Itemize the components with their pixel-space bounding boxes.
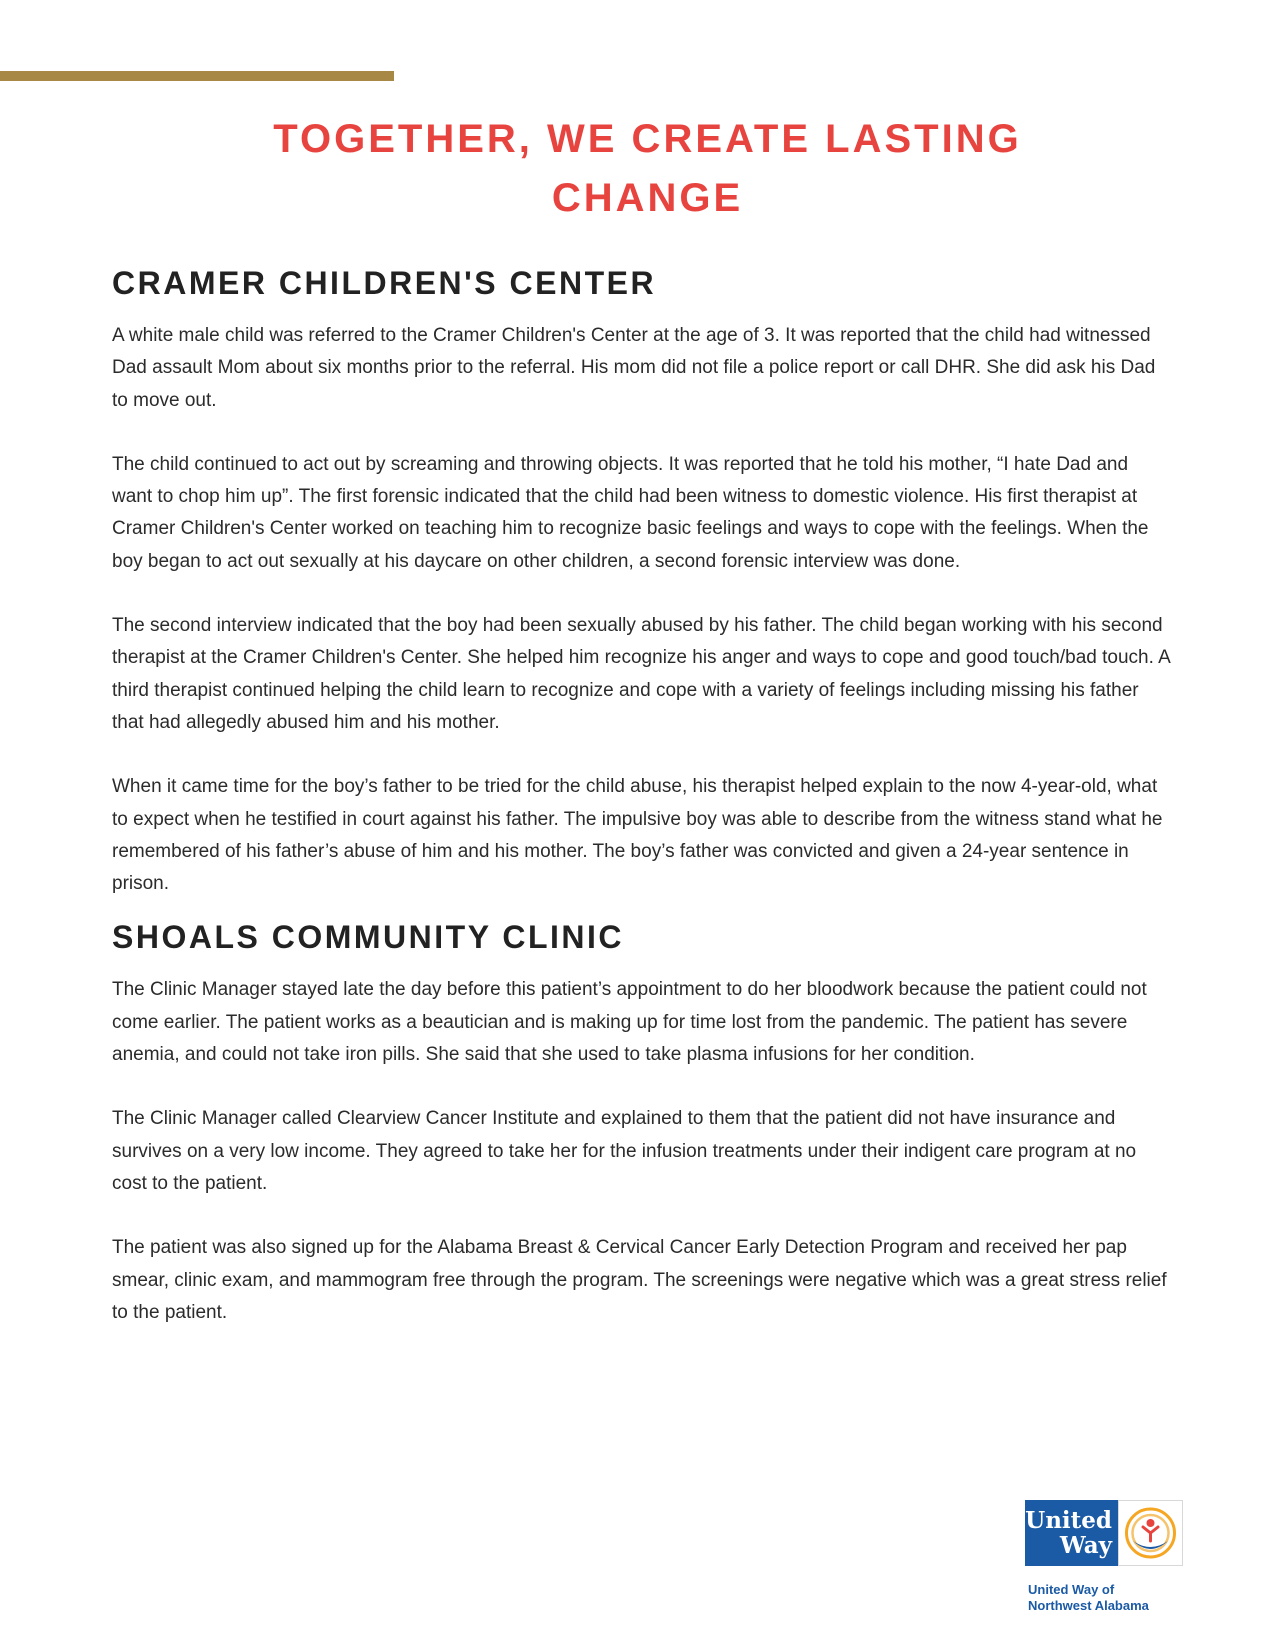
logo-badge xyxy=(1025,1500,1183,1566)
paragraph: The Clinic Manager stayed late the day before this patient’s appointment to do her bloodwork because the patient could not come earlier. The patient works as a beautician and is making up for time lost from the pandemic. The patient has severe anemia, and could not take iron pills. She said that she used to take plasma infusions for her condition. xyxy=(112,979,1147,1066)
logo-word-united: United xyxy=(1025,1507,1112,1534)
top-accent-rule xyxy=(0,71,394,81)
paragraph: The second interview indicated that the boy had been sexually abused by his father. The child began working with his second therapist at the Cramer Children's Center. She helped him recognize his anger and ways to cope and good touch/bad touch. A third therapist continued helping the child learn to recognize and cope with a variety of feelings including missing his father that had allegedly abused him and his mother. xyxy=(112,615,1170,733)
united-way-logo xyxy=(1025,1500,1195,1614)
paragraph: When it came time for the boy’s father to be tried for the child abuse, his therapist helped explain to the now 4-year-old, what to expect when he testified in court against his father. The impulsive boy was able to describe from the witness stand what he remembered of his father’s abuse of him and his mother. The boy’s father was convicted and given a 24-year sentence in prison. xyxy=(112,776,1163,895)
document-body xyxy=(112,262,1172,1329)
logo-wordmark xyxy=(1025,1500,1118,1566)
section-heading-cramer: CRAMER CHILDREN'S CENTER xyxy=(112,265,657,301)
page-title: TOGETHER, WE CREATE LASTING CHANGE xyxy=(273,117,1022,220)
logo-word-way: Way xyxy=(1059,1532,1112,1559)
emblem-svg xyxy=(1119,1501,1182,1565)
paragraph: The child continued to act out by screaming and throwing objects. It was reported that he told his mother, “I hate Dad and want to chop him up”. The first forensic indicated that the child had been witness to domestic violence. His first therapist at Cramer Children's Center worked on teaching him to recognize basic feelings and ways to cope with the feelings. When the boy began to act out sexually at his daycare on other children, a second forensic interview was done. xyxy=(112,453,1149,572)
logo-caption-line1: United Way of xyxy=(1028,1582,1115,1597)
logo-caption-line2: Northwest Alabama xyxy=(1028,1598,1149,1613)
paragraph: A white male child was referred to the Cramer Children's Center at the age of 3. It was reported that the child had witnessed Dad assault Mom about six months prior to the referral. His mom did not file a police report or call DHR. She did ask his Dad to move out. xyxy=(112,325,1156,411)
united-way-emblem-icon xyxy=(1118,1500,1183,1566)
paragraph: The patient was also signed up for the Alabama Breast & Cervical Cancer Early Detection Program and received her pap smear, clinic exam, and mammogram free through the program. The screenings were negative which was a great stress relief to the patient. xyxy=(112,1237,1167,1323)
paragraph: The Clinic Manager called Clearview Cancer Institute and explained to them that the patient did not have insurance and survives on a very low income. They agreed to take her for the infusion treatments under their indigent care program at no cost to the patient. xyxy=(112,1108,1137,1194)
section-heading-shoals: SHOALS COMMUNITY CLINIC xyxy=(112,919,625,956)
logo-caption xyxy=(1025,1582,1195,1614)
